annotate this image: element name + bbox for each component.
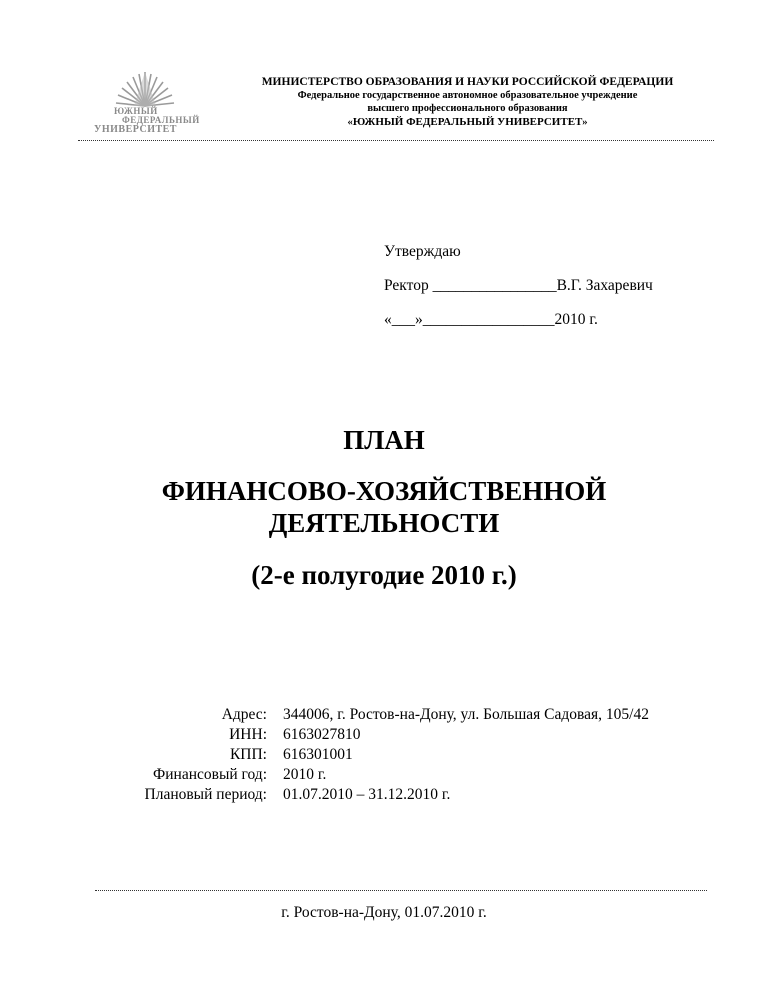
detail-value: 616301001 (283, 746, 353, 763)
detail-value: 6163027810 (283, 726, 361, 743)
detail-label: Финансовый год: (152, 766, 267, 783)
detail-value: 01.07.2010 – 31.12.2010 г. (283, 786, 451, 803)
detail-label: Плановый период: (144, 786, 267, 803)
footer-place-date: г. Ростов-на-Дону, 01.07.2010 г. (281, 904, 487, 921)
education-level: высшего профессионального образования (367, 103, 568, 114)
rector-signature-line: Ректор ________________В.Г. Захаревич (384, 277, 653, 294)
detail-value: 2010 г. (283, 766, 327, 783)
detail-row-kpp (0, 746, 768, 766)
university-name: «ЮЖНЫЙ ФЕДЕРАЛЬНЫЙ УНИВЕРСИТЕТ» (347, 116, 588, 128)
footer-divider (95, 890, 707, 891)
document-title-line3: ДЕЯТЕЛЬНОСТИ (268, 508, 500, 538)
document-subtitle: (2-е полугодие 2010 г.) (251, 560, 517, 590)
approval-date-line: «___»_________________2010 г. (384, 311, 598, 328)
detail-row-planning-period (0, 786, 768, 806)
detail-row-inn (0, 726, 768, 746)
institution-type: Федеральное государственное автономное образовательное учреждение (297, 90, 638, 101)
detail-row-fiscal-year (0, 766, 768, 786)
logo-text-line2: ФЕДЕРАЛЬНЫЙ (122, 115, 200, 125)
university-logo (92, 70, 208, 136)
header-divider (78, 140, 714, 141)
detail-label: КПП: (229, 746, 267, 763)
approval-heading: Утверждаю (384, 243, 461, 260)
document-header (215, 75, 720, 129)
logo-text-line1: ЮЖНЫЙ (114, 106, 158, 116)
detail-label: ИНН: (229, 726, 267, 743)
document-title-line2: ФИНАНСОВО-ХОЗЯЙСТВЕННОЙ (161, 476, 607, 506)
ministry-name: МИНИСТЕРСТВО ОБРАЗОВАНИЯ И НАУКИ РОССИЙСКОЙ ФЕДЕРАЦИИ (261, 76, 674, 88)
sunburst-emblem-icon (112, 70, 178, 108)
document-title-line1: ПЛАН (343, 425, 425, 455)
detail-row-address (0, 706, 768, 726)
logo-text-line3: УНИВЕРСИТЕТ (94, 124, 177, 135)
detail-value: 344006, г. Ростов-на-Дону, ул. Большая Садовая, 105/42 (283, 706, 649, 723)
detail-label: Адрес: (221, 706, 267, 723)
